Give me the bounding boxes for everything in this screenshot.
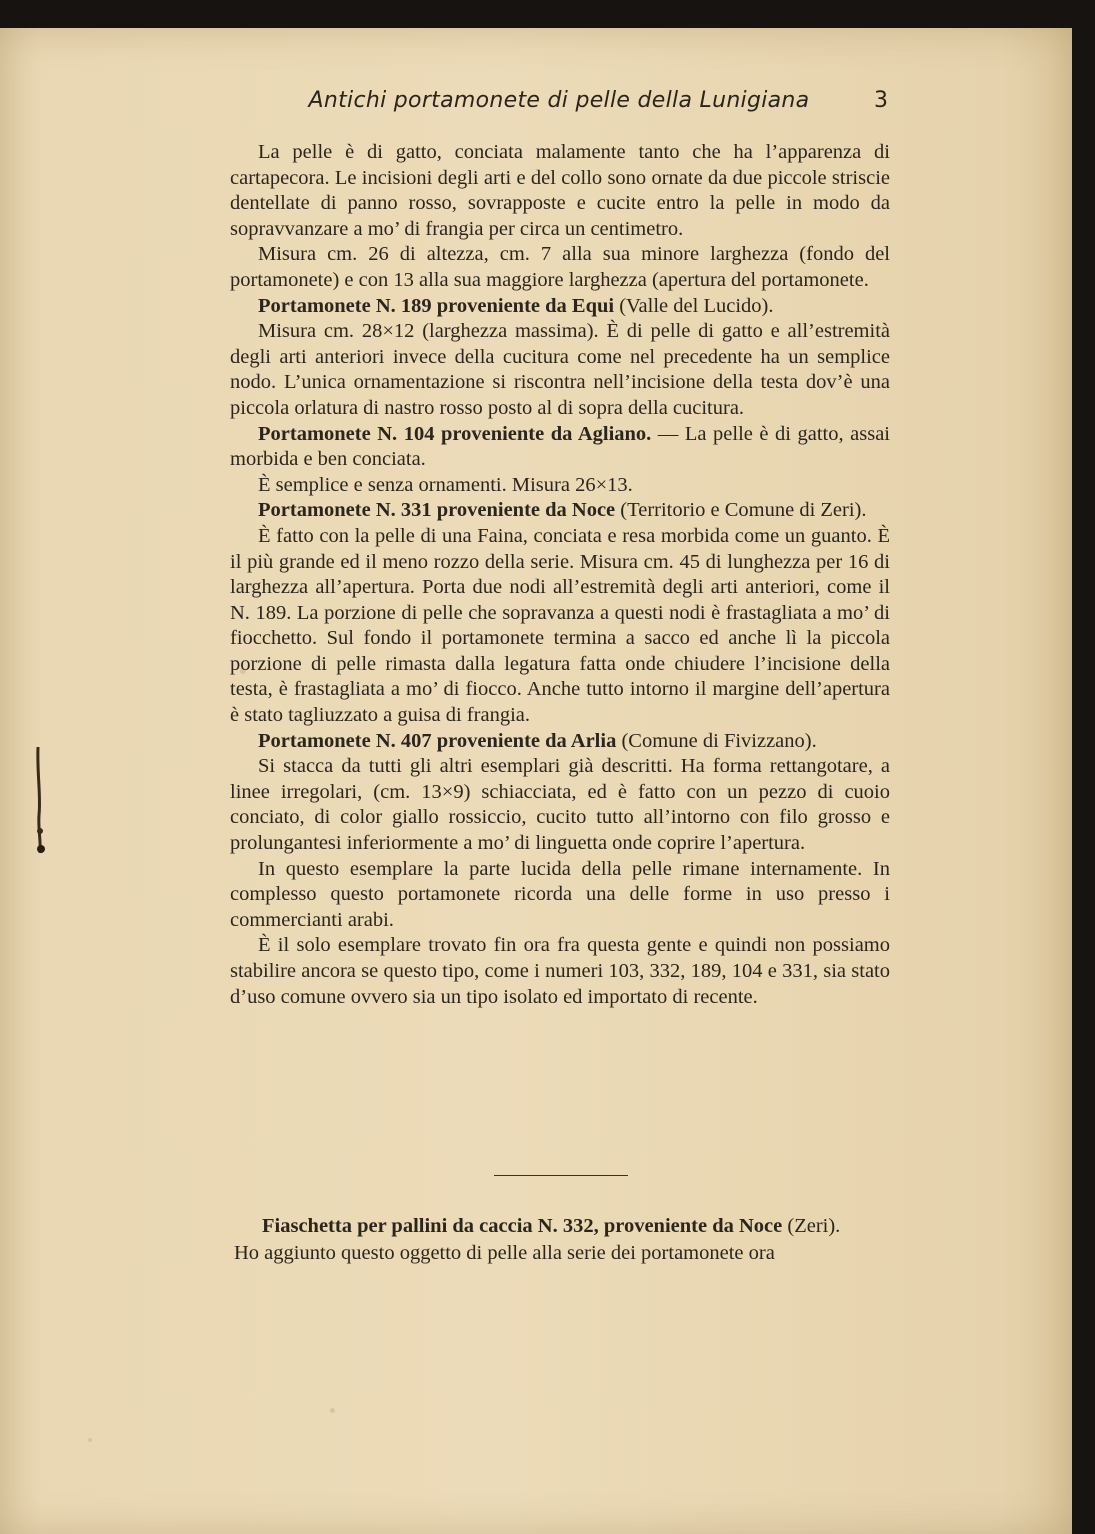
paragraph: Misura cm. 28×12 (larghezza massima). È di pelle di gatto e all’estremità degli arti anteriori invece della cucitura come nel precedente ha un semplice nodo. L’unica ornamentazione si riscontra nell’incisione della testa dov’è una piccola orlatura di nastro rosso posto al di sopra della cucitura. bbox=[230, 320, 890, 419]
paragraph: In questo esemplare la parte lucida della pelle rimane internamente. In complesso questo portamonete ricorda una delle forme in uso presso i commercianti arabi. bbox=[230, 857, 890, 931]
section-divider bbox=[494, 1175, 628, 1176]
paper-stain bbox=[88, 1438, 92, 1442]
page-header bbox=[230, 88, 888, 122]
binding-thread bbox=[32, 745, 48, 855]
entry-heading-331: Portamonete N. 331 proveniente da Noce (Territorio e Comune di Zeri). bbox=[258, 499, 867, 522]
page-number: 3 bbox=[874, 88, 888, 113]
running-title: Antichi portamonete di pelle della Lunigiana bbox=[308, 88, 810, 113]
section-paragraph: Ho aggiunto questo oggetto di pelle alla serie dei portamonete ora bbox=[234, 1242, 775, 1264]
paragraph: La pelle è di gatto, conciata malamente tanto che ha l’apparenza di cartapecora. Le incisioni degli arti e del collo sono ornate da due piccole striscie dentellate di panno rosso, sovrapposte e cucite entro la pelle in modo da sopravvanzare a mo’ di frangia per circa un centimetro. bbox=[230, 141, 890, 240]
paragraph: È semplice e senza ornamenti. Misura 26×13. bbox=[258, 473, 633, 496]
entry-heading-104: Portamonete N. 104 proveniente da Agliano. — La pelle è di gatto, assai morbida e ben conciata. bbox=[230, 422, 891, 471]
paragraph: È il solo esemplare trovato fin ora fra questa gente e quindi non possiamo stabilire ancora se questo tipo, come i numeri 103, 332, 189, 104 e 331, sia stato d’uso comune ovvero sia un tipo isolato ed importato di recente. bbox=[230, 934, 890, 1008]
paragraph: Si stacca da tutti gli altri esemplari già descritti. Ha forma rettangotare, a linee irregolari, (cm. 13×9) schiacciata, ed è fatto con un pezzo di cuoio conciato, di color giallo rossiccio, cucito tutto all’intorno con filo grosso e prolungantesi inferiormente a mo’ di linguetta onde coprire l’apertura. bbox=[230, 755, 890, 855]
body-text bbox=[230, 140, 890, 1010]
section-heading: Fiaschetta per pallini da caccia N. 332, proveniente da Noce (Zeri). bbox=[262, 1215, 841, 1237]
paragraph: Misura cm. 26 di altezza, cm. 7 alla sua minore larghezza (fondo del portamonete) e con 13 alla sua maggiore larghezza (apertura del portamonete. bbox=[230, 243, 890, 291]
entry-heading-189: Portamonete N. 189 proveniente da Equi (Valle del Lucido). bbox=[258, 294, 774, 317]
entry-heading-407: Portamonete N. 407 proveniente da Arlia (Comune di Fivizzano). bbox=[258, 729, 817, 752]
paragraph: È fatto con la pelle di una Faina, conciata e resa morbida come un guanto. È il più grande ed il meno rozzo della serie. Misura cm. 45 di lunghezza per 16 di larghezza all’apertura. Porta due nodi all’estremità degli arti anteriori, come il N. 189. La porzione di pelle che sopravanza a questi nodi è frastagliata a mo’ di fiocchetto. Sul fondo il portamonete termina a sacco ed anche lì la piccola porzione di pelle rimasta dalla legatura fatta onde chiudere l’incisione della testa, è frastagliata a mo’ di fiocco. Anche tutto intorno il margine dell’apertura è stato tagliuzzato a guisa di frangia. bbox=[230, 524, 890, 727]
section-fiaschetta bbox=[234, 1213, 892, 1267]
paper-stain bbox=[330, 1408, 335, 1413]
